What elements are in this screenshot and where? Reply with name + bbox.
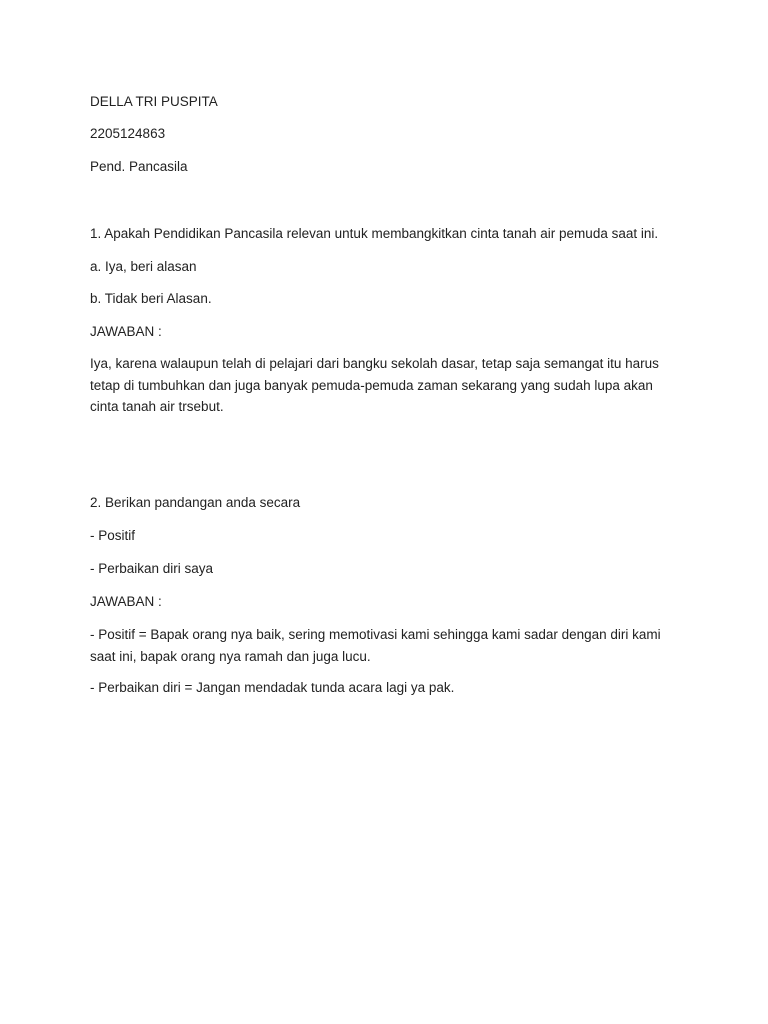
question-2-item-positive: - Positif <box>90 528 136 543</box>
course-name: Pend. Pancasila <box>90 159 188 174</box>
question-2-item-improvement: - Perbaikan diri saya <box>90 561 214 576</box>
question-1-answer-label: JAWABAN : <box>90 324 162 339</box>
question-2-answer-improvement: - Perbaikan diri = Jangan mendadak tunda acara lagi ya pak. <box>90 680 455 695</box>
question-1-answer <box>90 353 659 418</box>
student-name: DELLA TRI PUSPITA <box>90 94 218 109</box>
student-id: 2205124863 <box>90 126 166 141</box>
answer-line: saat ini, bapak orang nya ramah dan juga lucu. <box>90 648 371 664</box>
answer-line: - Positif = Bapak orang nya baik, sering memotivasi kami sehingga kami sadar dengan diri kami <box>90 627 661 642</box>
question-2-answer-positive <box>90 624 661 667</box>
answer-line: Iya, karena walaupun telah di pelajari dari bangku sekolah dasar, tetap saja semangat itu harus <box>90 356 659 371</box>
question-1-option-a: a. Iya, beri alasan <box>90 259 197 274</box>
question-1-option-b: b. Tidak beri Alasan. <box>90 291 212 306</box>
question-2: 2. Berikan pandangan anda secara <box>90 495 301 510</box>
question-2-answer-label: JAWABAN : <box>90 594 162 609</box>
question-1: 1. Apakah Pendidikan Pancasila relevan untuk membangkitkan cinta tanah air pemuda saat ini. <box>90 226 659 241</box>
answer-line: cinta tanah air trsebut. <box>90 399 224 414</box>
answer-line: tetap di tumbuhkan dan juga banyak pemuda-pemuda zaman sekarang yang sudah lupa akan <box>90 377 653 393</box>
